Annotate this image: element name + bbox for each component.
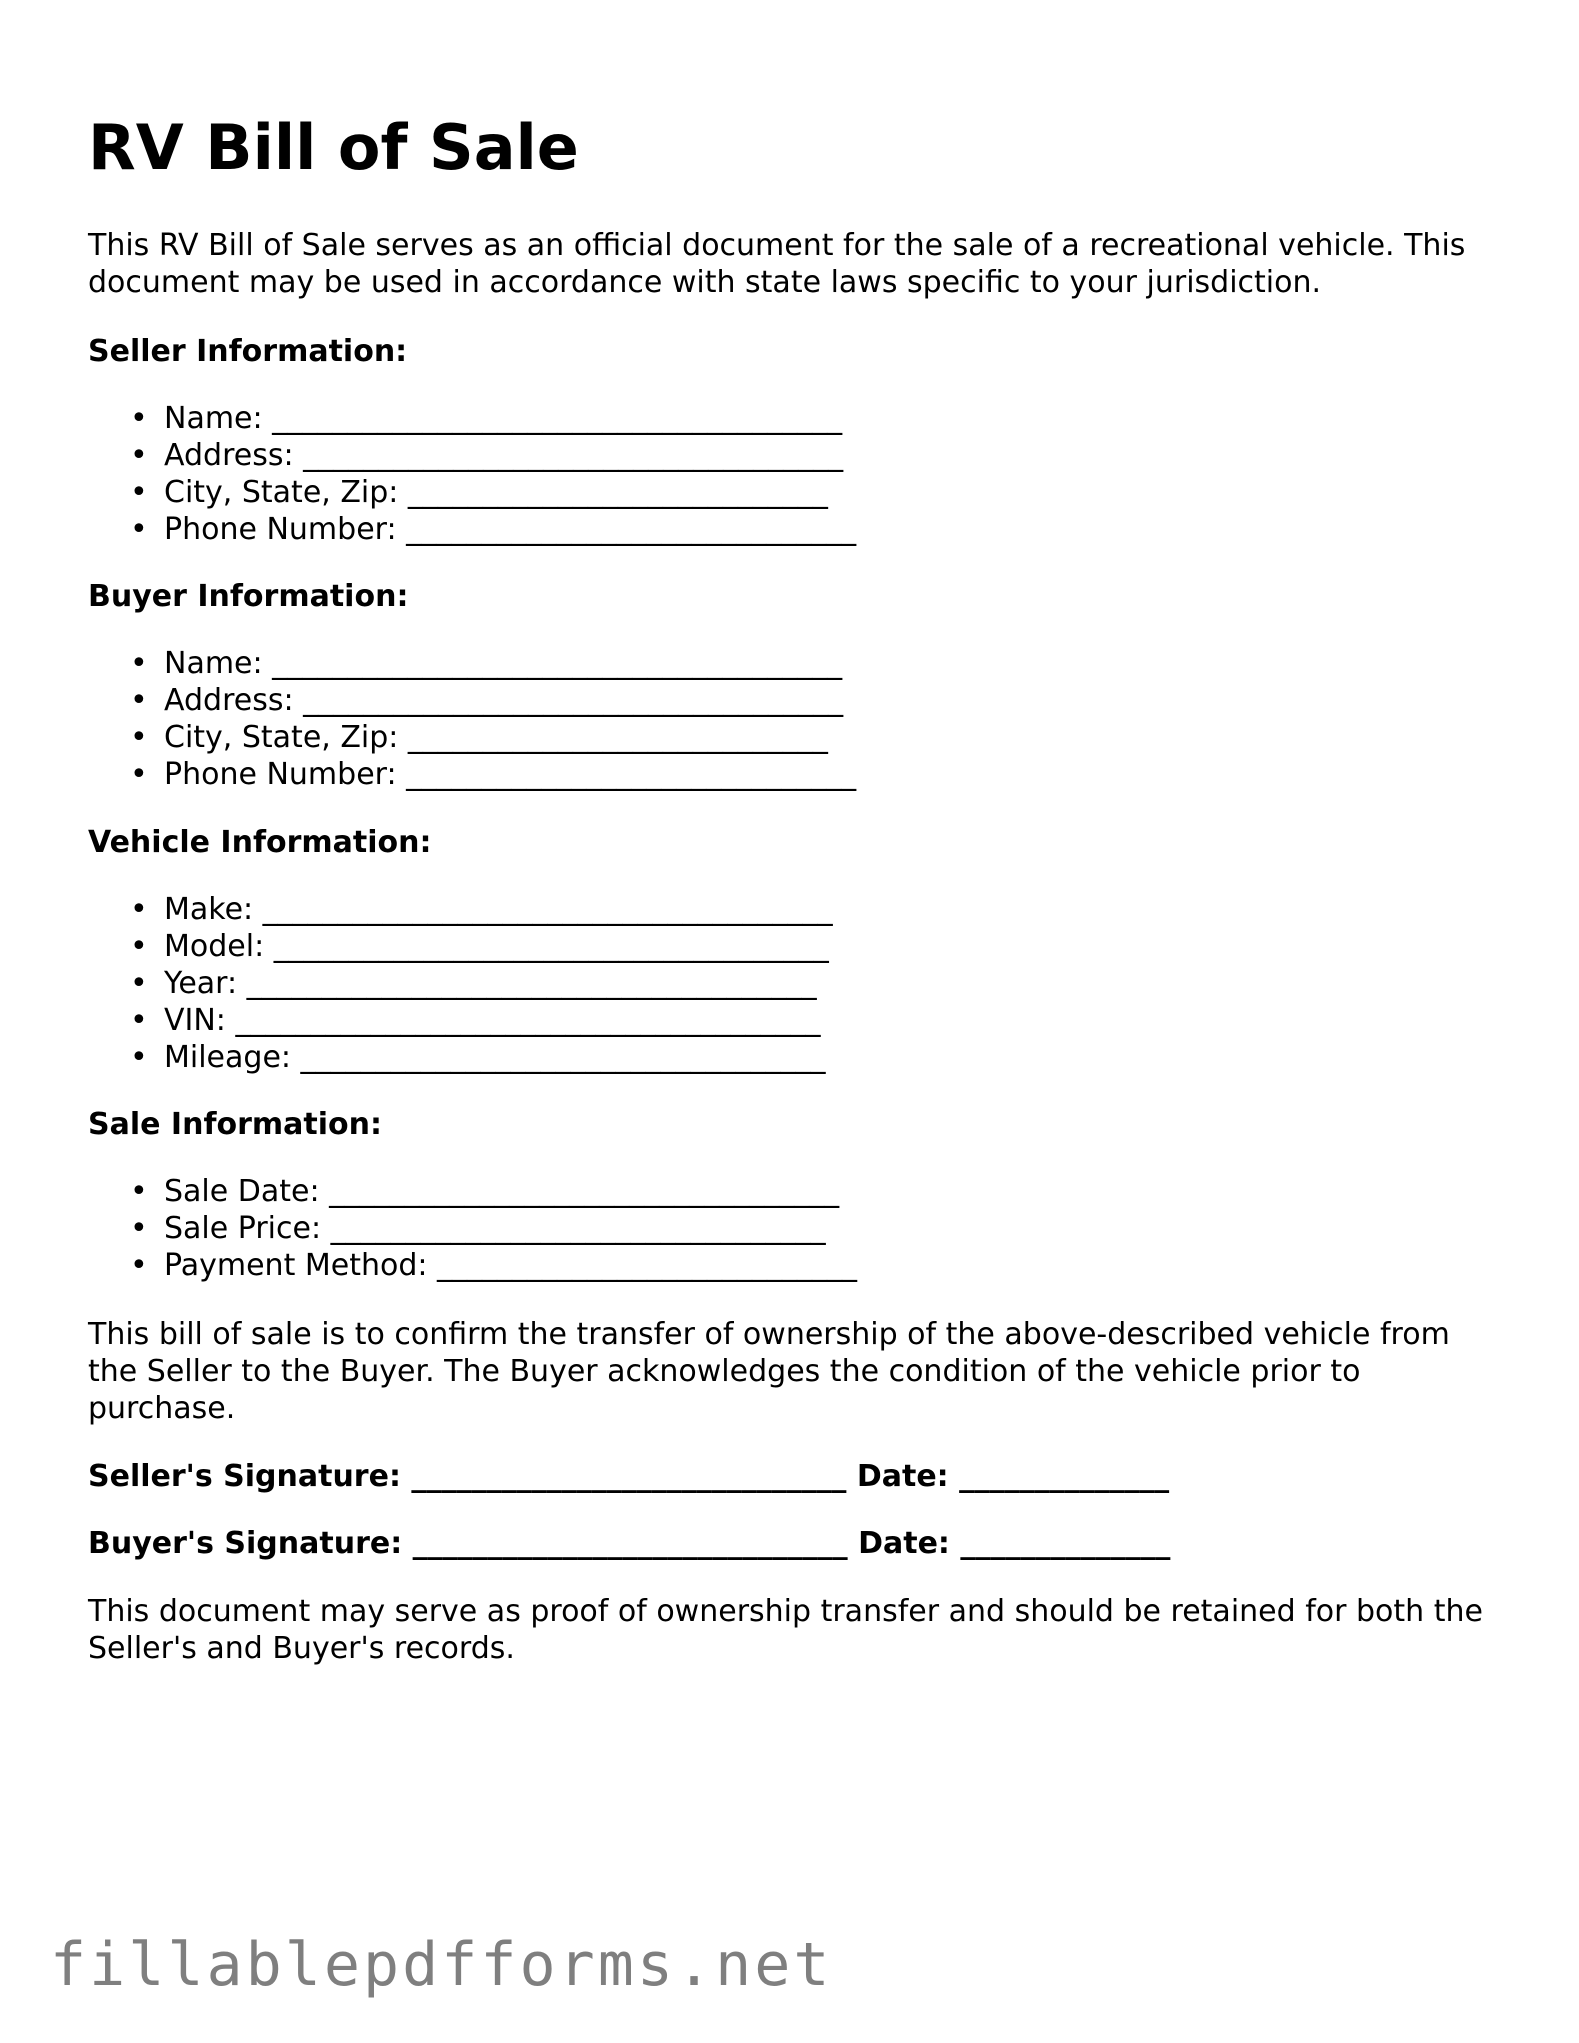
bullet-icon: • [130,512,148,547]
vehicle-make-field[interactable]: • Make: ______________________________________ [130,892,833,927]
sale-price-field[interactable]: • Sale Price: _________________________________ [130,1211,826,1246]
seller-field-list [88,400,856,548]
closing-paragraph: This document may serve as proof of ownership transfer and should be retained for both the Seller's and Buyer's records. [88,1594,1483,1666]
bullet-icon: • [130,929,148,964]
vehicle-field-list [88,891,833,1076]
buyer-section-heading: Buyer Information: [88,579,409,614]
bullet-icon: • [130,1248,148,1283]
buyer-address-field[interactable]: • Address: ____________________________________ [130,683,844,718]
bullet-icon: • [130,401,148,436]
sale-section-heading: Sale Information: [88,1107,382,1142]
seller-city-state-zip-field[interactable]: • City, State, Zip: ____________________________ [130,475,828,510]
bullet-icon: • [130,646,148,681]
seller-name-field[interactable]: • Name: ______________________________________ [130,401,843,436]
buyer-city-state-zip-field[interactable]: • City, State, Zip: ____________________________ [130,720,828,755]
confirmation-paragraph: This bill of sale is to confirm the transfer of ownership of the above-described vehicle from the Seller to the Buyer. The Buyer acknowledges the condition of the vehicle prior to purchase. [88,1317,1450,1426]
intro-paragraph: This RV Bill of Sale serves as an official document for the sale of a recreational vehicle. This document may be used in accordance with state laws specific to your jurisdiction. [88,228,1466,300]
seller-signature-line[interactable]: Seller's Signature: _____________________________ Date: ______________ [88,1459,1170,1494]
buyer-phone-field[interactable]: • Phone Number: ______________________________ [130,757,857,792]
bullet-icon: • [130,438,148,473]
vehicle-vin-field[interactable]: • VIN: _______________________________________ [130,1003,821,1038]
bullet-icon: • [130,475,148,510]
buyer-name-field[interactable]: • Name: ______________________________________ [130,646,843,681]
watermark-text: fillablepdfforms.net [50,1930,833,2000]
bullet-icon: • [130,757,148,792]
bullet-icon: • [130,683,148,718]
bullet-icon: • [130,892,148,927]
buyer-signature-line[interactable]: Buyer's Signature: _____________________________ Date: ______________ [88,1526,1171,1561]
bullet-icon: • [130,966,148,1001]
payment-method-field[interactable]: • Payment Method: ____________________________ [130,1248,858,1283]
sale-field-list [88,1173,857,1284]
vehicle-section-heading: Vehicle Information: [88,825,432,860]
buyer-field-list [88,645,856,793]
vehicle-year-field[interactable]: • Year: ______________________________________ [130,966,817,1001]
seller-section-heading: Seller Information: [88,334,408,369]
bullet-icon: • [130,1174,148,1209]
vehicle-mileage-field[interactable]: • Mileage: ___________________________________ [130,1040,826,1075]
bullet-icon: • [130,1211,148,1246]
vehicle-model-field[interactable]: • Model: _____________________________________ [130,929,829,964]
sale-date-field[interactable]: • Sale Date: __________________________________ [130,1174,840,1209]
seller-address-field[interactable]: • Address: ____________________________________ [130,438,844,473]
bullet-icon: • [130,1003,148,1038]
document-title: RV Bill of Sale [88,111,579,184]
bullet-icon: • [130,1040,148,1075]
seller-phone-field[interactable]: • Phone Number: ______________________________ [130,512,857,547]
bullet-icon: • [130,720,148,755]
